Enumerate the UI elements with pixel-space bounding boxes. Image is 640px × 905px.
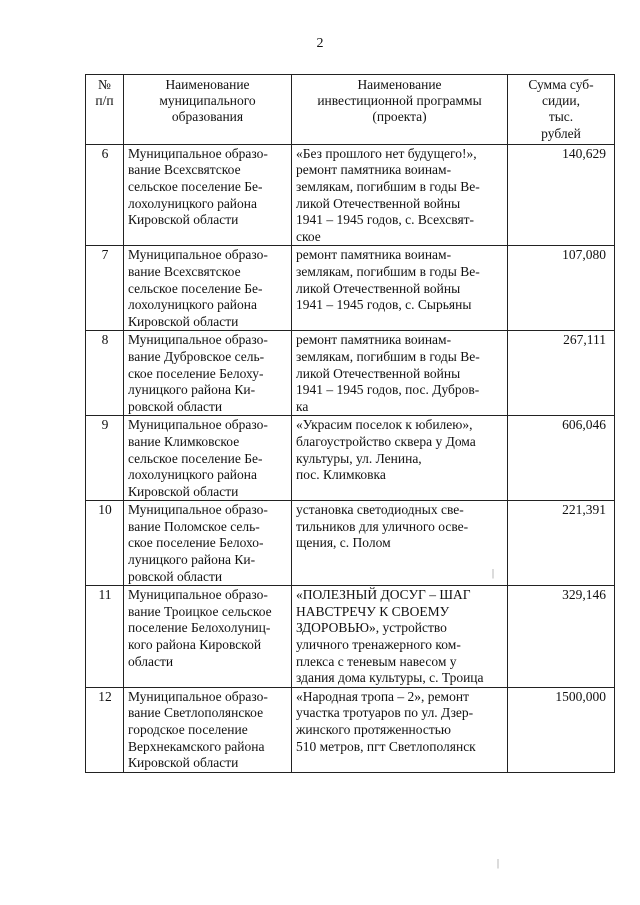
header-num: № п/п xyxy=(86,75,124,145)
row-num: 12 xyxy=(86,687,124,772)
table-row xyxy=(86,501,615,586)
row-num: 7 xyxy=(86,246,124,331)
table-row xyxy=(86,586,615,688)
row-program: ремонт памятника воинам- землякам, погибшим в годы Ве- ликой Отечественной войны 1941 – 1945 годов, с. Сырьяны xyxy=(292,246,508,331)
row-sum: 267,111 xyxy=(508,331,615,416)
row-program: «Народная тропа – 2», ремонт участка тротуаров по ул. Дзер- жинского протяженностью 510 метров, пгт Светлополянск xyxy=(292,687,508,772)
table-header-row xyxy=(86,75,615,145)
row-sum: 107,080 xyxy=(508,246,615,331)
row-municipality: Муниципальное образо- вание Светлополянское городское поселение Верхнекамского района Кировской области xyxy=(124,687,292,772)
row-municipality: Муниципальное образо- вание Троицкое сельское поселение Белохолуниц- кого района Кировской области xyxy=(124,586,292,688)
row-municipality: Муниципальное образо- вание Климковское сельское поселение Бе- лохолуницкого района Кировской области xyxy=(124,416,292,501)
scan-mark: | xyxy=(492,568,495,579)
table-row xyxy=(86,416,615,501)
row-sum: 221,391 xyxy=(508,501,615,586)
header-program: Наименование инвестиционной программы (проекта) xyxy=(292,75,508,145)
row-num: 11 xyxy=(86,586,124,688)
row-sum: 1500,000 xyxy=(508,687,615,772)
header-sum: Сумма суб- сидии, тыс. рублей xyxy=(508,75,615,145)
page-number: 2 xyxy=(316,36,324,51)
row-sum: 606,046 xyxy=(508,416,615,501)
row-municipality: Муниципальное образо- вание Всехсвятское сельское поселение Бе- лохолуницкого района Кировской области xyxy=(124,144,292,246)
row-num: 9 xyxy=(86,416,124,501)
scan-mark: | xyxy=(497,858,500,869)
row-program: «Без прошлого нет будущего!», ремонт памятника воинам- землякам, погибшим в годы Ве- ликой Отечественной войны 1941 – 1945 годов, с. Всехсвят- ское xyxy=(292,144,508,246)
row-sum: 329,146 xyxy=(508,586,615,688)
table-row xyxy=(86,331,615,416)
subsidy-table xyxy=(85,74,615,773)
row-num: 6 xyxy=(86,144,124,246)
row-program: установка светодиодных све- тильников для уличного осве- щения, с. Полом xyxy=(292,501,508,586)
row-municipality: Муниципальное образо- вание Дубровское сель- ское поселение Белоху- луницкого района Ки- ровской области xyxy=(124,331,292,416)
table-row xyxy=(86,144,615,246)
row-municipality: Муниципальное образо- вание Поломское сель- ское поселение Белохо- луницкого района Ки- ровской области xyxy=(124,501,292,586)
table-body xyxy=(86,144,615,772)
row-num: 10 xyxy=(86,501,124,586)
row-program: ремонт памятника воинам- землякам, погибшим в годы Ве- ликой Отечественной войны 1941 – 1945 годов, пос. Дубров- ка xyxy=(292,331,508,416)
table-row xyxy=(86,246,615,331)
row-sum: 140,629 xyxy=(508,144,615,246)
table-row xyxy=(86,687,615,772)
row-num: 8 xyxy=(86,331,124,416)
row-program: «Украсим поселок к юбилею», благоустройство сквера у Дома культуры, ул. Ленина, пос. Климковка xyxy=(292,416,508,501)
row-program: «ПОЛЕЗНЫЙ ДОСУГ – ШАГ НАВСТРЕЧУ К СВОЕМУ ЗДОРОВЬЮ», устройство уличного тренажерного ком- плекса с теневым навесом у здания дома культуры, с. Троица xyxy=(292,586,508,688)
header-municipality: Наименование муниципального образования xyxy=(124,75,292,145)
row-municipality: Муниципальное образо- вание Всехсвятское сельское поселение Бе- лохолуницкого района Кировской области xyxy=(124,246,292,331)
